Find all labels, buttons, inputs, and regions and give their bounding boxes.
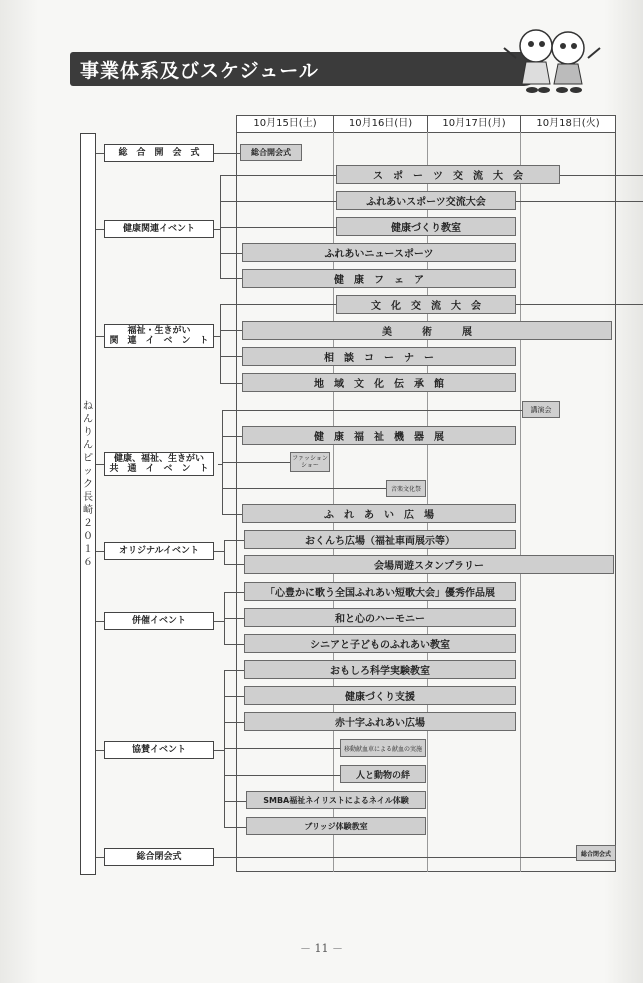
connector: [222, 436, 242, 437]
mascot-illustration: [496, 18, 606, 98]
connector: [224, 748, 340, 749]
connector: [96, 153, 104, 154]
bar-health-fair: 健 康 フ ェ ア: [242, 269, 516, 288]
connector: [222, 462, 290, 463]
connector: [560, 175, 643, 176]
connector: [96, 336, 104, 337]
connector: [224, 670, 244, 671]
connector: [222, 514, 242, 515]
connector: [224, 801, 246, 802]
page-number: － 11 －: [300, 942, 343, 955]
connector: [220, 227, 336, 228]
side-label: ねんりんピック長崎２０１６: [83, 401, 93, 568]
category-health: 健康関連イベント: [104, 220, 214, 238]
bar-culture-hall: 地 域 文 化 伝 承 館: [242, 373, 516, 392]
connector: [220, 304, 336, 305]
bar-sports-exchange: ス ポ ー ツ 交 流 大 会: [336, 165, 560, 184]
bar-red-cross: 赤十字ふれあい広場: [244, 712, 516, 731]
category-closing: 総合閉会式: [104, 848, 214, 866]
connector: [96, 621, 104, 622]
page-title: 事業体系及びスケジュール: [80, 60, 319, 82]
connector: [224, 722, 244, 723]
category-joint: 健康、福祉、生きがい 共 通 イ ベ ン ト: [104, 452, 214, 476]
bar-consultation: 相 談 コ ー ナ ー: [242, 347, 516, 366]
connector: [96, 857, 104, 858]
category-sponsored: 協賛イベント: [104, 741, 214, 759]
bar-harmony: 和と心のハーモニー: [244, 608, 516, 627]
connector: [224, 540, 244, 541]
bar-fureai-sports: ふれあいスポーツ交流大会: [336, 191, 516, 210]
category-concurrent: 併催イベント: [104, 612, 214, 630]
bar-stamp-rally: 会場周遊スタンプラリー: [244, 555, 614, 574]
connector: [222, 410, 522, 411]
bar-health-support: 健康づくり支援: [244, 686, 516, 705]
bar-opening-ceremony: 総合開会式: [240, 144, 302, 161]
bar-okunchi-plaza: おくんち広場（福祉車両展示等）: [244, 530, 516, 549]
connector: [224, 592, 244, 593]
connector: [220, 175, 336, 176]
bar-nail: SMBA福祉ネイリストによるネイル体験: [246, 791, 426, 809]
connector: [96, 464, 104, 465]
bar-closing-ceremony: 総合閉会式: [576, 845, 616, 861]
connector: [224, 618, 244, 619]
connector: [220, 253, 242, 254]
day-header-1: 10月15日(土): [236, 115, 334, 133]
category-welfare: 福祉・生きがい 関 連 イ ベ ン ト: [104, 324, 214, 348]
bar-bridge: ブリッジ体験教室: [246, 817, 426, 835]
connector: [214, 551, 224, 552]
connector: [214, 153, 240, 154]
bar-culture-exchange: 文 化 交 流 大 会: [336, 295, 516, 314]
connector: [214, 750, 224, 751]
grid-line: [520, 132, 521, 872]
category-opening: 総 合 開 会 式: [104, 144, 214, 162]
bar-tanka-exhibition: 「心豊かに歌う全国ふれあい短歌大会」優秀作品展: [244, 582, 516, 601]
day-header-2: 10月16日(日): [333, 115, 428, 133]
bar-welfare-equipment: 健 康 福 祉 機 器 展: [242, 426, 516, 445]
bar-senior-kids: シニアと子どものふれあい教室: [244, 634, 516, 653]
connector: [96, 551, 104, 552]
connector: [96, 750, 104, 751]
bar-lecture: 講演会: [522, 401, 560, 418]
bar-animals: 人と動物の絆: [340, 765, 426, 783]
bar-science-class: おもしろ科学実験教室: [244, 660, 516, 679]
connector: [220, 201, 336, 202]
day-header-4: 10月18日(火): [520, 115, 616, 133]
connector: [515, 201, 643, 202]
connector: [224, 540, 225, 564]
bar-art-exhibition: 美 術 展: [242, 321, 612, 340]
bar-blood-donation: 移動献血車による献血の実施: [340, 739, 426, 757]
connector: [214, 621, 224, 622]
connector: [220, 356, 242, 357]
connector: [220, 330, 242, 331]
bar-fashion-show: ファッション ショー: [290, 452, 330, 472]
connector: [224, 775, 340, 776]
connector: [224, 696, 244, 697]
connector: [222, 488, 386, 489]
day-header-3: 10月17日(月): [427, 115, 521, 133]
connector: [224, 827, 246, 828]
connector: [515, 304, 643, 305]
category-original: オリジナルイベント: [104, 542, 214, 560]
bar-fureai-plaza: ふ れ あ い 広 場: [242, 504, 516, 523]
bar-music-festival: 音楽文化祭: [386, 480, 426, 497]
connector: [96, 229, 104, 230]
connector: [220, 278, 242, 279]
connector: [214, 857, 576, 858]
connector: [220, 383, 242, 384]
connector: [224, 644, 244, 645]
connector: [220, 304, 221, 383]
bar-new-sports: ふれあいニュースポーツ: [242, 243, 516, 262]
connector: [224, 564, 244, 565]
bar-health-class: 健康づくり教室: [336, 217, 516, 236]
